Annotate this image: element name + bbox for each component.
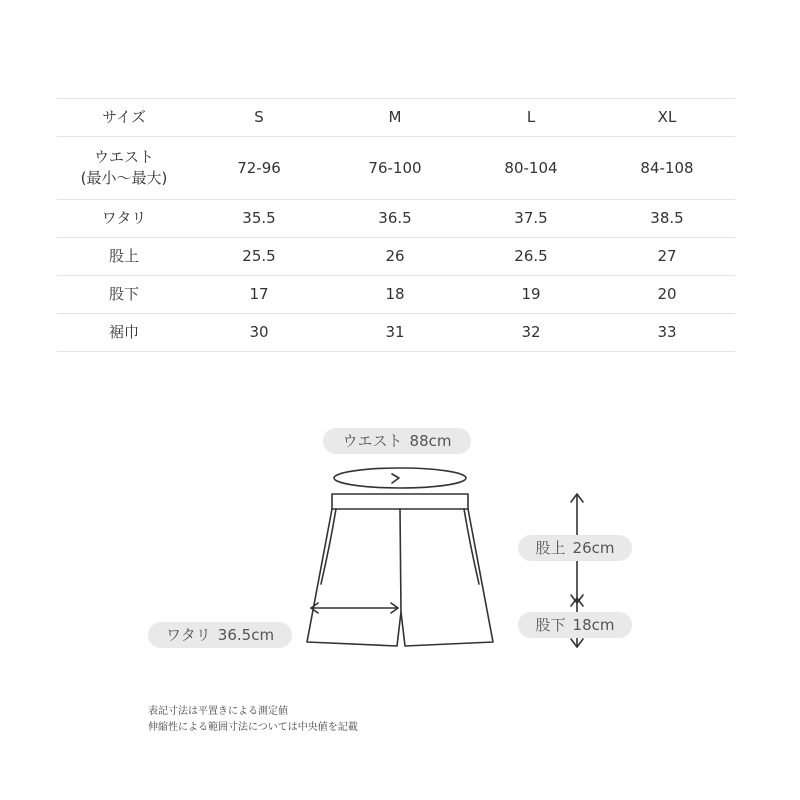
table-cell: 31 — [327, 314, 463, 352]
waist-callout — [323, 428, 471, 454]
table-cell: 32 — [463, 314, 599, 352]
row-label-inseam: 股下 — [57, 276, 191, 314]
inseam-callout — [518, 612, 632, 638]
table-cell: 18 — [327, 276, 463, 314]
note-median-value: 伸縮性による範囲寸法については中央値を記載 — [148, 722, 358, 733]
waist-arrow-head — [392, 474, 399, 483]
row-label-hem: 裾巾 — [57, 314, 191, 352]
table-cell: 72-96 — [191, 137, 327, 200]
size-xl-header: XL — [599, 99, 735, 137]
inseam-callout-value: 18cm — [572, 616, 615, 634]
table-cell: 30 — [191, 314, 327, 352]
row-label-waist-line1: ウエスト — [93, 148, 154, 166]
shorts-waistband — [332, 494, 468, 509]
inseam-callout-label: 股下 — [535, 616, 566, 634]
table-cell: 76-100 — [327, 137, 463, 200]
table-cell: 26 — [327, 238, 463, 276]
row-label-rise: 股上 — [57, 238, 191, 276]
size-s-header: S — [191, 99, 327, 137]
row-label-thigh: ワタリ — [57, 200, 191, 238]
shorts-center-seam — [400, 509, 401, 612]
thigh-callout-value: 36.5cm — [217, 626, 275, 644]
table-cell: 35.5 — [191, 200, 327, 238]
row-label-waist-line2: (最小〜最大) — [80, 169, 168, 187]
table-cell: 20 — [599, 276, 735, 314]
rise-callout — [518, 535, 632, 561]
table-cell: 37.5 — [463, 200, 599, 238]
header-label: サイズ — [57, 99, 191, 137]
table-cell: 33 — [599, 314, 735, 352]
table-cell: 36.5 — [327, 200, 463, 238]
table-cell: 17 — [191, 276, 327, 314]
waist-callout-label: ウエスト — [342, 432, 403, 450]
rise-callout-label: 股上 — [535, 539, 566, 557]
left-pocket-line — [321, 509, 336, 584]
table-cell: 19 — [463, 276, 599, 314]
waist-measure-ellipse — [334, 468, 466, 488]
size-l-header: L — [463, 99, 599, 137]
note-flat-measure: 表記寸法は平置きによる測定値 — [148, 706, 288, 717]
table-cell: 80-104 — [463, 137, 599, 200]
table-cell: 84-108 — [599, 137, 735, 200]
thigh-callout-label: ワタリ — [165, 626, 211, 644]
table-cell: 26.5 — [463, 238, 599, 276]
table-cell: 38.5 — [599, 200, 735, 238]
table-cell: 25.5 — [191, 238, 327, 276]
right-pocket-line — [464, 509, 479, 584]
rise-callout-value: 26cm — [572, 539, 615, 557]
waist-callout-value: 88cm — [409, 432, 452, 450]
size-m-header: M — [327, 99, 463, 137]
thigh-callout — [148, 622, 292, 648]
table-cell: 27 — [599, 238, 735, 276]
